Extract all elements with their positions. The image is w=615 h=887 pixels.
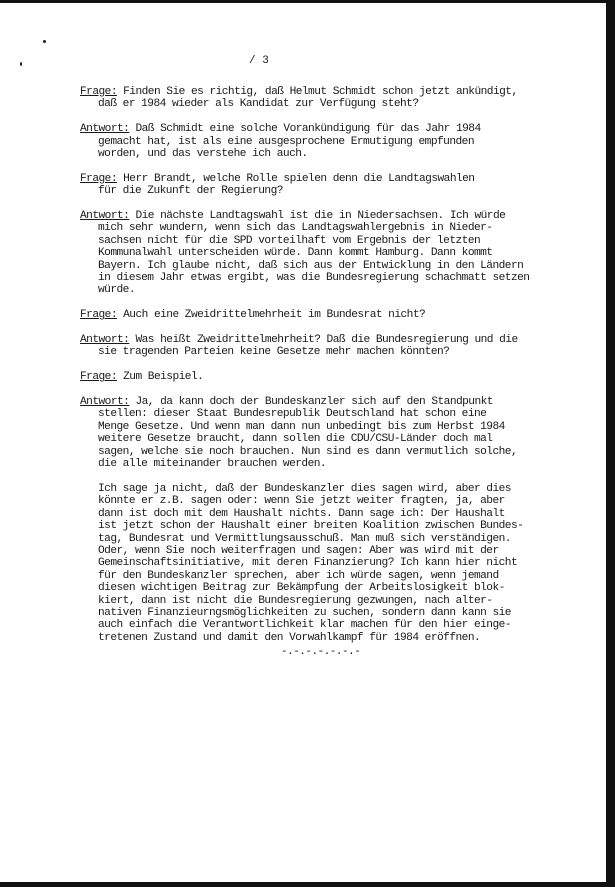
speaker-label: Antwort: bbox=[80, 396, 130, 409]
paragraph-line: auch einfach die Verantwortlichkeit klar machen für den hier einge- bbox=[98, 619, 511, 632]
entry-continuation-line: würde. bbox=[98, 284, 135, 297]
scan-border-bottom bbox=[0, 882, 615, 887]
entry-text: Herr Brandt, welche Rolle spielen denn die Landtagswahlen bbox=[116, 172, 475, 185]
paragraph-line: tretenen Zustand und damit den Vorwahlkampf für 1984 eröffnen. bbox=[98, 631, 481, 644]
speaker-label: Antwort: bbox=[80, 123, 130, 136]
entry-continuation-line: Kommunalwahl unterscheiden würde. Dann kommt Hamburg. Dann kommt bbox=[98, 247, 493, 260]
entry-first-line bbox=[80, 371, 580, 383]
entry-continuation-line: worden, und das verstehe ich auch. bbox=[98, 148, 308, 161]
entry-text: Daß Schmidt eine solche Vorankündigung für das Jahr 1984 bbox=[129, 123, 481, 136]
entry-continuation-line: Menge Gesetze. Und wenn man dann nun unbedingt bis zum Herbst 1984 bbox=[98, 420, 505, 433]
entry-text: Finden Sie es richtig, daß Helmut Schmidt schon jetzt ankündigt, bbox=[116, 86, 518, 98]
paragraph-line: kiert, dann ist nicht die Bundesregierung gezwungen, nach alter- bbox=[98, 594, 493, 607]
paragraph-line: diesen wichtigen Beitrag zur Bekämpfung der Arbeitslosigkeit blok- bbox=[98, 582, 505, 595]
interview-transcript bbox=[80, 86, 580, 657]
entry-first-line bbox=[80, 123, 580, 135]
scan-border-top bbox=[0, 0, 615, 3]
question-entry bbox=[80, 371, 580, 383]
entry-continuation-line: sachsen nicht für die SPD vorteilhaft vom Ergebnis der letzten bbox=[98, 234, 481, 247]
speaker-label: Frage: bbox=[80, 371, 117, 384]
paragraph-line: Gemeinschaftsinitiative, mit deren Finanzierung? Ich kann hier nicht bbox=[98, 557, 518, 570]
speaker-label: Frage: bbox=[80, 172, 117, 185]
paragraph-line: könnte er z.B. sagen oder: wenn Sie jetzt weiter fragten, ja, aber bbox=[98, 495, 505, 508]
entry-continuation-line: Bayern. Ich glaube nicht, daß sich aus der Entwicklung in den Ländern bbox=[98, 259, 524, 272]
question-entry bbox=[80, 173, 580, 198]
answer-entry bbox=[80, 210, 580, 297]
answer-entry bbox=[80, 334, 580, 359]
entry-first-line bbox=[80, 396, 580, 408]
scan-speck bbox=[20, 62, 22, 66]
entry-continuation-line: sie tragenden Parteien keine Gesetze mehr machen könnten? bbox=[98, 346, 450, 359]
entry-first-line bbox=[80, 86, 580, 98]
entry-continuation-line: sagen, welche sie noch brauchen. Nun sind es dann vermutlich solche, bbox=[98, 445, 518, 458]
entry-first-line bbox=[80, 334, 580, 346]
entry-continuation-line: mich sehr wundern, wenn sich das Landtagswahlergebnis in Nieder- bbox=[98, 222, 493, 235]
entry-text: Die nächste Landtagswahl ist die in Niedersachsen. Ich würde bbox=[129, 210, 506, 223]
entry-text: Ja, da kann doch der Bundeskanzler sich auf den Standpunkt bbox=[129, 396, 493, 409]
entry-text: Zum Beispiel. bbox=[116, 371, 204, 384]
scan-border-right bbox=[606, 0, 615, 887]
entry-continuation-line: daß er 1984 wieder als Kandidat zur Verfügung steht? bbox=[98, 98, 419, 111]
answer-entry bbox=[80, 396, 580, 644]
entry-first-line bbox=[80, 173, 580, 185]
speaker-label: Antwort: bbox=[80, 334, 130, 347]
paragraph-line: Ich sage ja nicht, daß der Bundeskanzler dies sagen wird, aber dies bbox=[98, 482, 511, 495]
paragraph-line: tag, Bundesrat und Vermittlungsausschuß. Man muß sich verständigen. bbox=[98, 532, 511, 545]
entry-continuation-line: stellen: dieser Staat Bundesrepublik Deutschland hat schon eine bbox=[98, 408, 487, 421]
entry-continuation-line: in diesem Jahr etwas ergibt, was die Bundesregierung schachmatt setzen bbox=[98, 272, 530, 285]
entry-first-line bbox=[80, 210, 580, 222]
question-entry bbox=[80, 86, 580, 111]
entry-text: Auch eine Zweidrittelmehrheit im Bundesrat nicht? bbox=[116, 309, 426, 322]
entry-continuation-line: weitere Gesetze braucht, dann sollen die CDU/CSU-Länder doch mal bbox=[98, 433, 493, 446]
paragraph-line: Oder, wenn Sie noch weiterfragen und sagen: Aber was wird mit der bbox=[98, 544, 499, 557]
paragraph-line: nativen Finanzieurngsmöglichkeiten zu suchen, sondern dann kann sie bbox=[98, 606, 511, 619]
entry-continuation-line: die alle miteinander brauchen werden. bbox=[98, 458, 327, 471]
paragraph-line: ist jetzt schon der Haushalt einer breiten Koalition zwischen Bundes- bbox=[98, 520, 524, 533]
page-number: / 3 bbox=[249, 55, 269, 67]
paragraph-line: dann ist doch mit dem Haushalt nichts. Dann sage ich: Der Haushalt bbox=[98, 507, 505, 520]
speaker-label: Frage: bbox=[80, 86, 117, 98]
answer-entry bbox=[80, 123, 580, 160]
speaker-label: Antwort: bbox=[80, 210, 130, 223]
end-mark: -.-.-.-.-.-.- bbox=[281, 646, 361, 658]
paragraph-line: für den Bundeskanzler sprechen, aber ich würde sagen, wenn jemand bbox=[98, 569, 499, 582]
speaker-label: Frage: bbox=[80, 309, 117, 322]
answer-paragraph bbox=[80, 483, 580, 644]
entry-continuation-line: gemacht hat, ist als eine ausgesprochene Ermutigung empfunden bbox=[98, 135, 474, 148]
question-entry bbox=[80, 309, 580, 321]
entry-first-line bbox=[80, 309, 580, 321]
entry-text: Was heißt Zweidrittelmehrheit? Daß die Bundesregierung und die bbox=[129, 334, 518, 347]
entry-continuation-line: für die Zukunft der Regierung? bbox=[98, 185, 283, 198]
scan-speck bbox=[43, 40, 46, 43]
